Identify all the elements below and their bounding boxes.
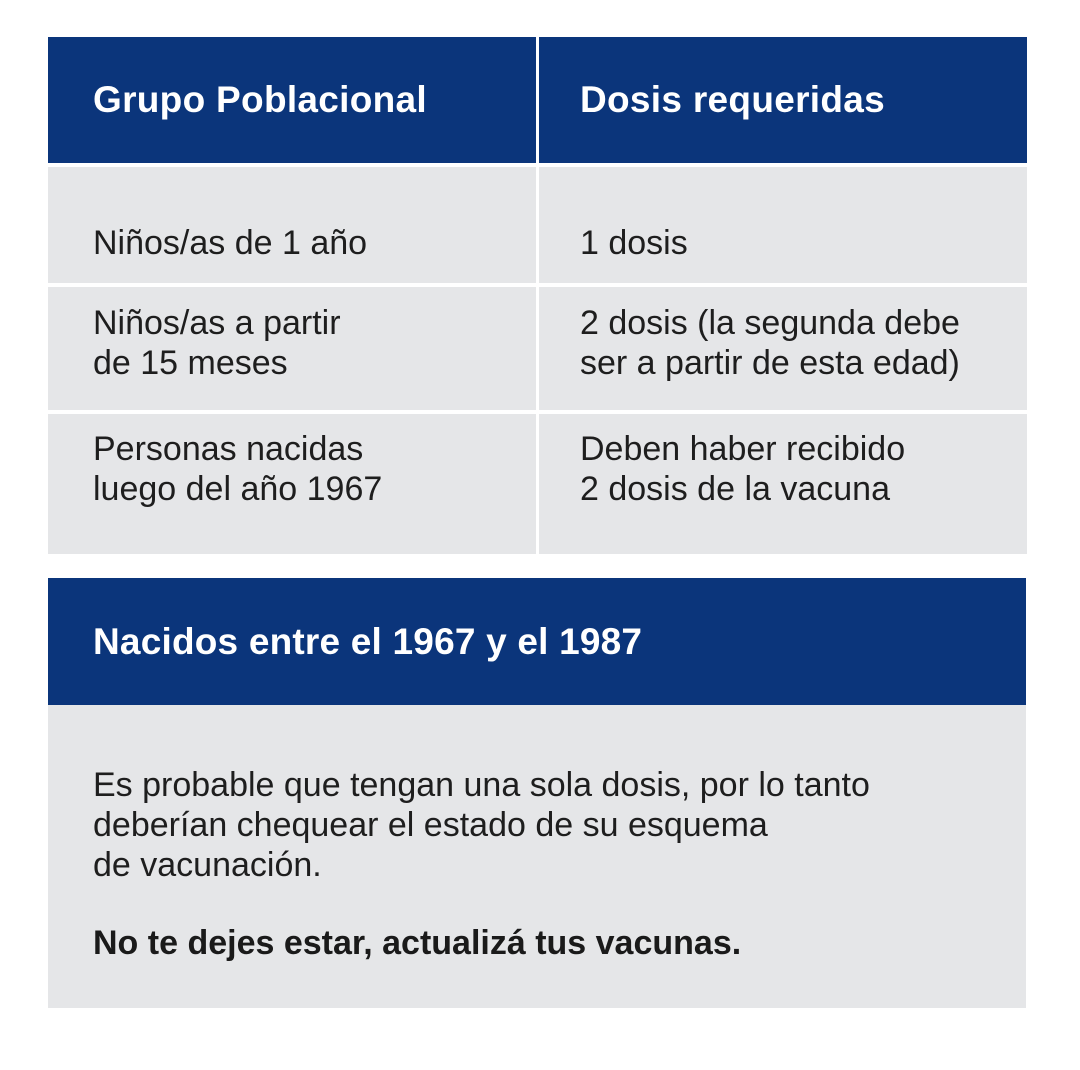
table-cell-doses [539,287,1027,410]
cell-text: luego del año 1967 [93,470,383,508]
column-header-population-group [48,37,536,163]
cell-text: 1 dosis [580,224,688,262]
notice-body-line: Es probable que tengan una sola dosis, por lo tanto [93,766,870,804]
cell-text: ser a partir de esta edad) [580,343,960,382]
cell-text: Niños/as de 1 año [93,224,368,262]
cell-text: de 15 meses [93,343,288,382]
header-label: Dosis requeridas [580,79,886,120]
call-to-action: No te dejes estar, actualizá tus vacunas. [93,924,742,962]
notice-title-text: Nacidos entre el 1967 y el 1987 [93,620,643,662]
notice-body-line: de vacunación. [93,846,322,884]
vaccination-dose-table [48,37,1026,554]
cell-text: Niños/as a partir [93,303,341,342]
cell-text: 2 dosis de la vacuna [580,470,890,508]
notice-box [48,578,1026,1008]
cell-text: Deben haber recibido [580,430,906,468]
notice-title [48,578,1026,705]
table-cell-doses [539,414,1027,554]
cell-text: 2 dosis (la segunda debe [580,303,960,342]
table-cell-doses [539,167,1027,283]
table-cell-group [48,167,536,283]
notice-body [48,705,1026,963]
table-cell-group [48,287,536,410]
header-label: Grupo Poblacional [93,79,428,120]
notice-body-line: deberían chequear el estado de su esquema [93,806,768,844]
table-cell-group [48,414,536,554]
column-header-required-doses [539,37,1027,163]
cell-text: Personas nacidas [93,430,364,468]
